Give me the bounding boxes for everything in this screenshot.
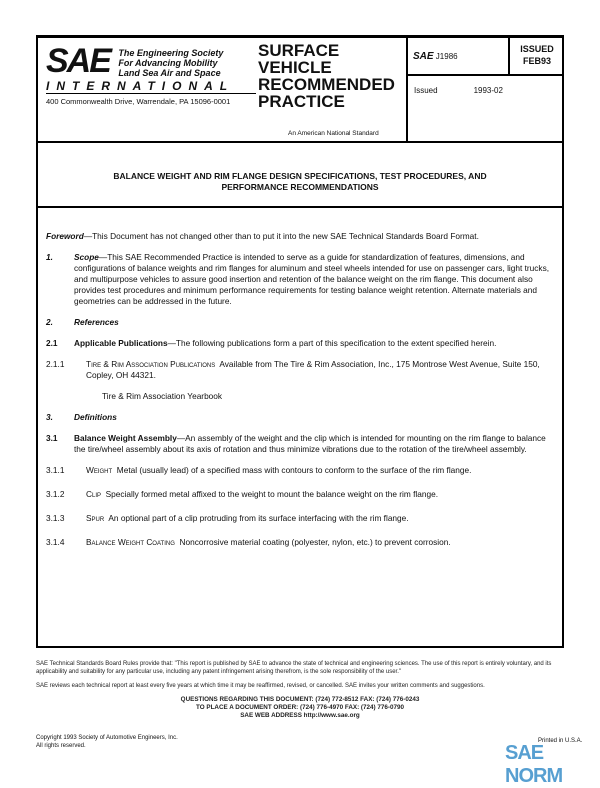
- reference-item: Tire & Rim Association Yearbook: [102, 391, 223, 401]
- doc-number-cell: [406, 38, 508, 76]
- footer: [36, 660, 564, 720]
- section-number: 3.1.1: [46, 465, 65, 475]
- heading: Foreword: [46, 231, 84, 241]
- printed-in: Printed in U.S.A.: [538, 738, 583, 744]
- foreword: [46, 231, 556, 242]
- doc-type-line: SURFACE: [258, 41, 340, 60]
- paragraph: Specially formed metal affixed to the weight to mount the balance weight on the rim flange.: [105, 489, 438, 499]
- section-3-1: [46, 433, 556, 455]
- sae-norm-watermark: [505, 742, 600, 788]
- title-line: PERFORMANCE RECOMMENDATIONS: [221, 182, 379, 192]
- issued-label: ISSUED: [520, 44, 554, 54]
- definition: [46, 465, 556, 476]
- section-2-1: [46, 338, 556, 349]
- doc-type: [258, 42, 395, 110]
- paragraph: —The following publications form a part of this specification to the extent specified herein.: [167, 338, 497, 348]
- definition: [46, 489, 556, 500]
- section-number: 3.: [46, 412, 53, 422]
- sae-logo: [46, 42, 256, 106]
- heading: Scope: [74, 252, 99, 262]
- definition: [46, 537, 556, 548]
- tagline-line: The Engineering Society: [118, 48, 224, 58]
- paragraph: Metal (usually lead) of a specified mass with contours to conform to the surface of the rim flange.: [116, 465, 472, 475]
- issued-date: 1993-02: [473, 86, 503, 95]
- document-body: [46, 231, 556, 558]
- doc-number: J1986: [435, 52, 458, 61]
- title-line: BALANCE WEIGHT AND RIM FLANGE DESIGN SPECIFICATIONS, TEST PROCEDURES, AND: [113, 171, 487, 181]
- address: 400 Commonwealth Drive, Warrendale, PA 15096-0001: [46, 97, 231, 106]
- contact-block: [36, 696, 564, 720]
- section-number: 3.1.4: [46, 537, 65, 547]
- doc-type-line: PRACTICE: [258, 92, 345, 111]
- copyright: [36, 734, 178, 750]
- term: Clip: [86, 489, 101, 499]
- order-line: TO PLACE A DOCUMENT ORDER: (724) 776-4970 FAX: (724) 776-0790: [196, 704, 404, 711]
- heading: Definitions: [74, 412, 117, 422]
- document-title: [38, 143, 562, 208]
- tagline-line: Land Sea Air and Space: [118, 68, 221, 78]
- doc-type-line: VEHICLE: [258, 58, 332, 77]
- document-frame: [36, 35, 564, 648]
- standard-note: An American National Standard: [288, 130, 379, 137]
- heading: Applicable Publications: [74, 338, 168, 348]
- paragraph: —This SAE Recommended Practice is intended to serve as a guide for standardization of features, dimensions, and configurations of balance weights and rim flanges for aluminum and steel wheels intended for use on passenger cars, light trucks, and multipurpose vehicles to assure good insertion and retention of the balance weight on the rim flange. This document also provides test procedures and minimum performance requirements for testing balance weight retention. Alternate materials and geometries can be addressed in the future.: [74, 252, 550, 306]
- section-number: 3.1.3: [46, 513, 65, 523]
- issued-cell: [406, 76, 566, 143]
- term: Spur: [86, 513, 105, 523]
- section-number: 2.1.1: [46, 359, 65, 369]
- term: Balance Weight Coating: [86, 537, 175, 547]
- issued-code: FEB93: [522, 56, 551, 66]
- watermark-text: SAE NORM: [505, 742, 563, 787]
- section-number: 2.1: [46, 338, 58, 348]
- term: Weight: [86, 465, 113, 475]
- heading: Balance Weight Assembly: [74, 433, 177, 443]
- section-2-1-1: [46, 359, 556, 381]
- copyright-line: Copyright 1993 Society of Automotive Engineers, Inc.: [36, 735, 178, 741]
- header: [38, 38, 562, 143]
- issued-text: Issued: [414, 86, 438, 95]
- rights-line: All rights reserved.: [36, 743, 86, 749]
- section-number: 3.1.2: [46, 489, 65, 499]
- web-address[interactable]: SAE WEB ADDRESS http://www.sae.org: [240, 712, 360, 719]
- international: INTERNATIONAL: [46, 79, 256, 94]
- paragraph: —This Document has not changed other than to put it into the new SAE Technical Standards Board Format.: [83, 231, 479, 241]
- rules-note: SAE Technical Standards Board Rules provide that: "This report is published by SAE to advance the state of technical and engineering sciences. The use of this report is entirely voluntary, and its applicability and suitability for any particular use, including any patent infringement arising therefrom, is the sole responsibility of the user.": [36, 661, 552, 675]
- section-number: 3.1: [46, 433, 58, 443]
- paragraph: Noncorrosive material coating (polyester, nylon, etc.) to prevent corrosion.: [179, 537, 451, 547]
- definition: [46, 513, 556, 524]
- section-number: 1.: [46, 252, 53, 262]
- heading: Tire & Rim Association Publications: [86, 359, 216, 369]
- paragraph: Available from The Tire & Rim Association, Inc., 175 Montrose West Avenue, Suite 150, Copley, OH 44321.: [86, 359, 540, 380]
- doc-type-line: RECOMMENDED: [258, 75, 395, 94]
- heading: References: [74, 317, 119, 327]
- issued-badge: [508, 38, 564, 76]
- section-1: [46, 252, 556, 307]
- sae-label: SAE: [413, 51, 434, 62]
- sae-logo-mark: SAE: [46, 42, 110, 80]
- questions-line: QUESTIONS REGARDING THIS DOCUMENT: (724) 772-8512 FAX: (724) 776-0243: [180, 696, 420, 703]
- paragraph: An optional part of a clip protruding from its surface interfacing with the rim flange.: [108, 513, 409, 523]
- section-3: [46, 412, 556, 423]
- section-2: [46, 317, 556, 328]
- section-number: 2.: [46, 317, 53, 327]
- tagline: [118, 48, 223, 78]
- tagline-line: For Advancing Mobility: [118, 58, 218, 68]
- paragraph: —An assembly of the weight and the clip which is intended for mounting on the rim flange to balance the tire/wheel assembly about its axis of rotation and thus minimize vibrations due to the rotation of the tire/wheel assembly.: [74, 433, 546, 454]
- review-note: SAE reviews each technical report at least every five years at which time it may be reaffirmed, revised, or cancelled. SAE invites your written comments and suggestions.: [36, 683, 485, 689]
